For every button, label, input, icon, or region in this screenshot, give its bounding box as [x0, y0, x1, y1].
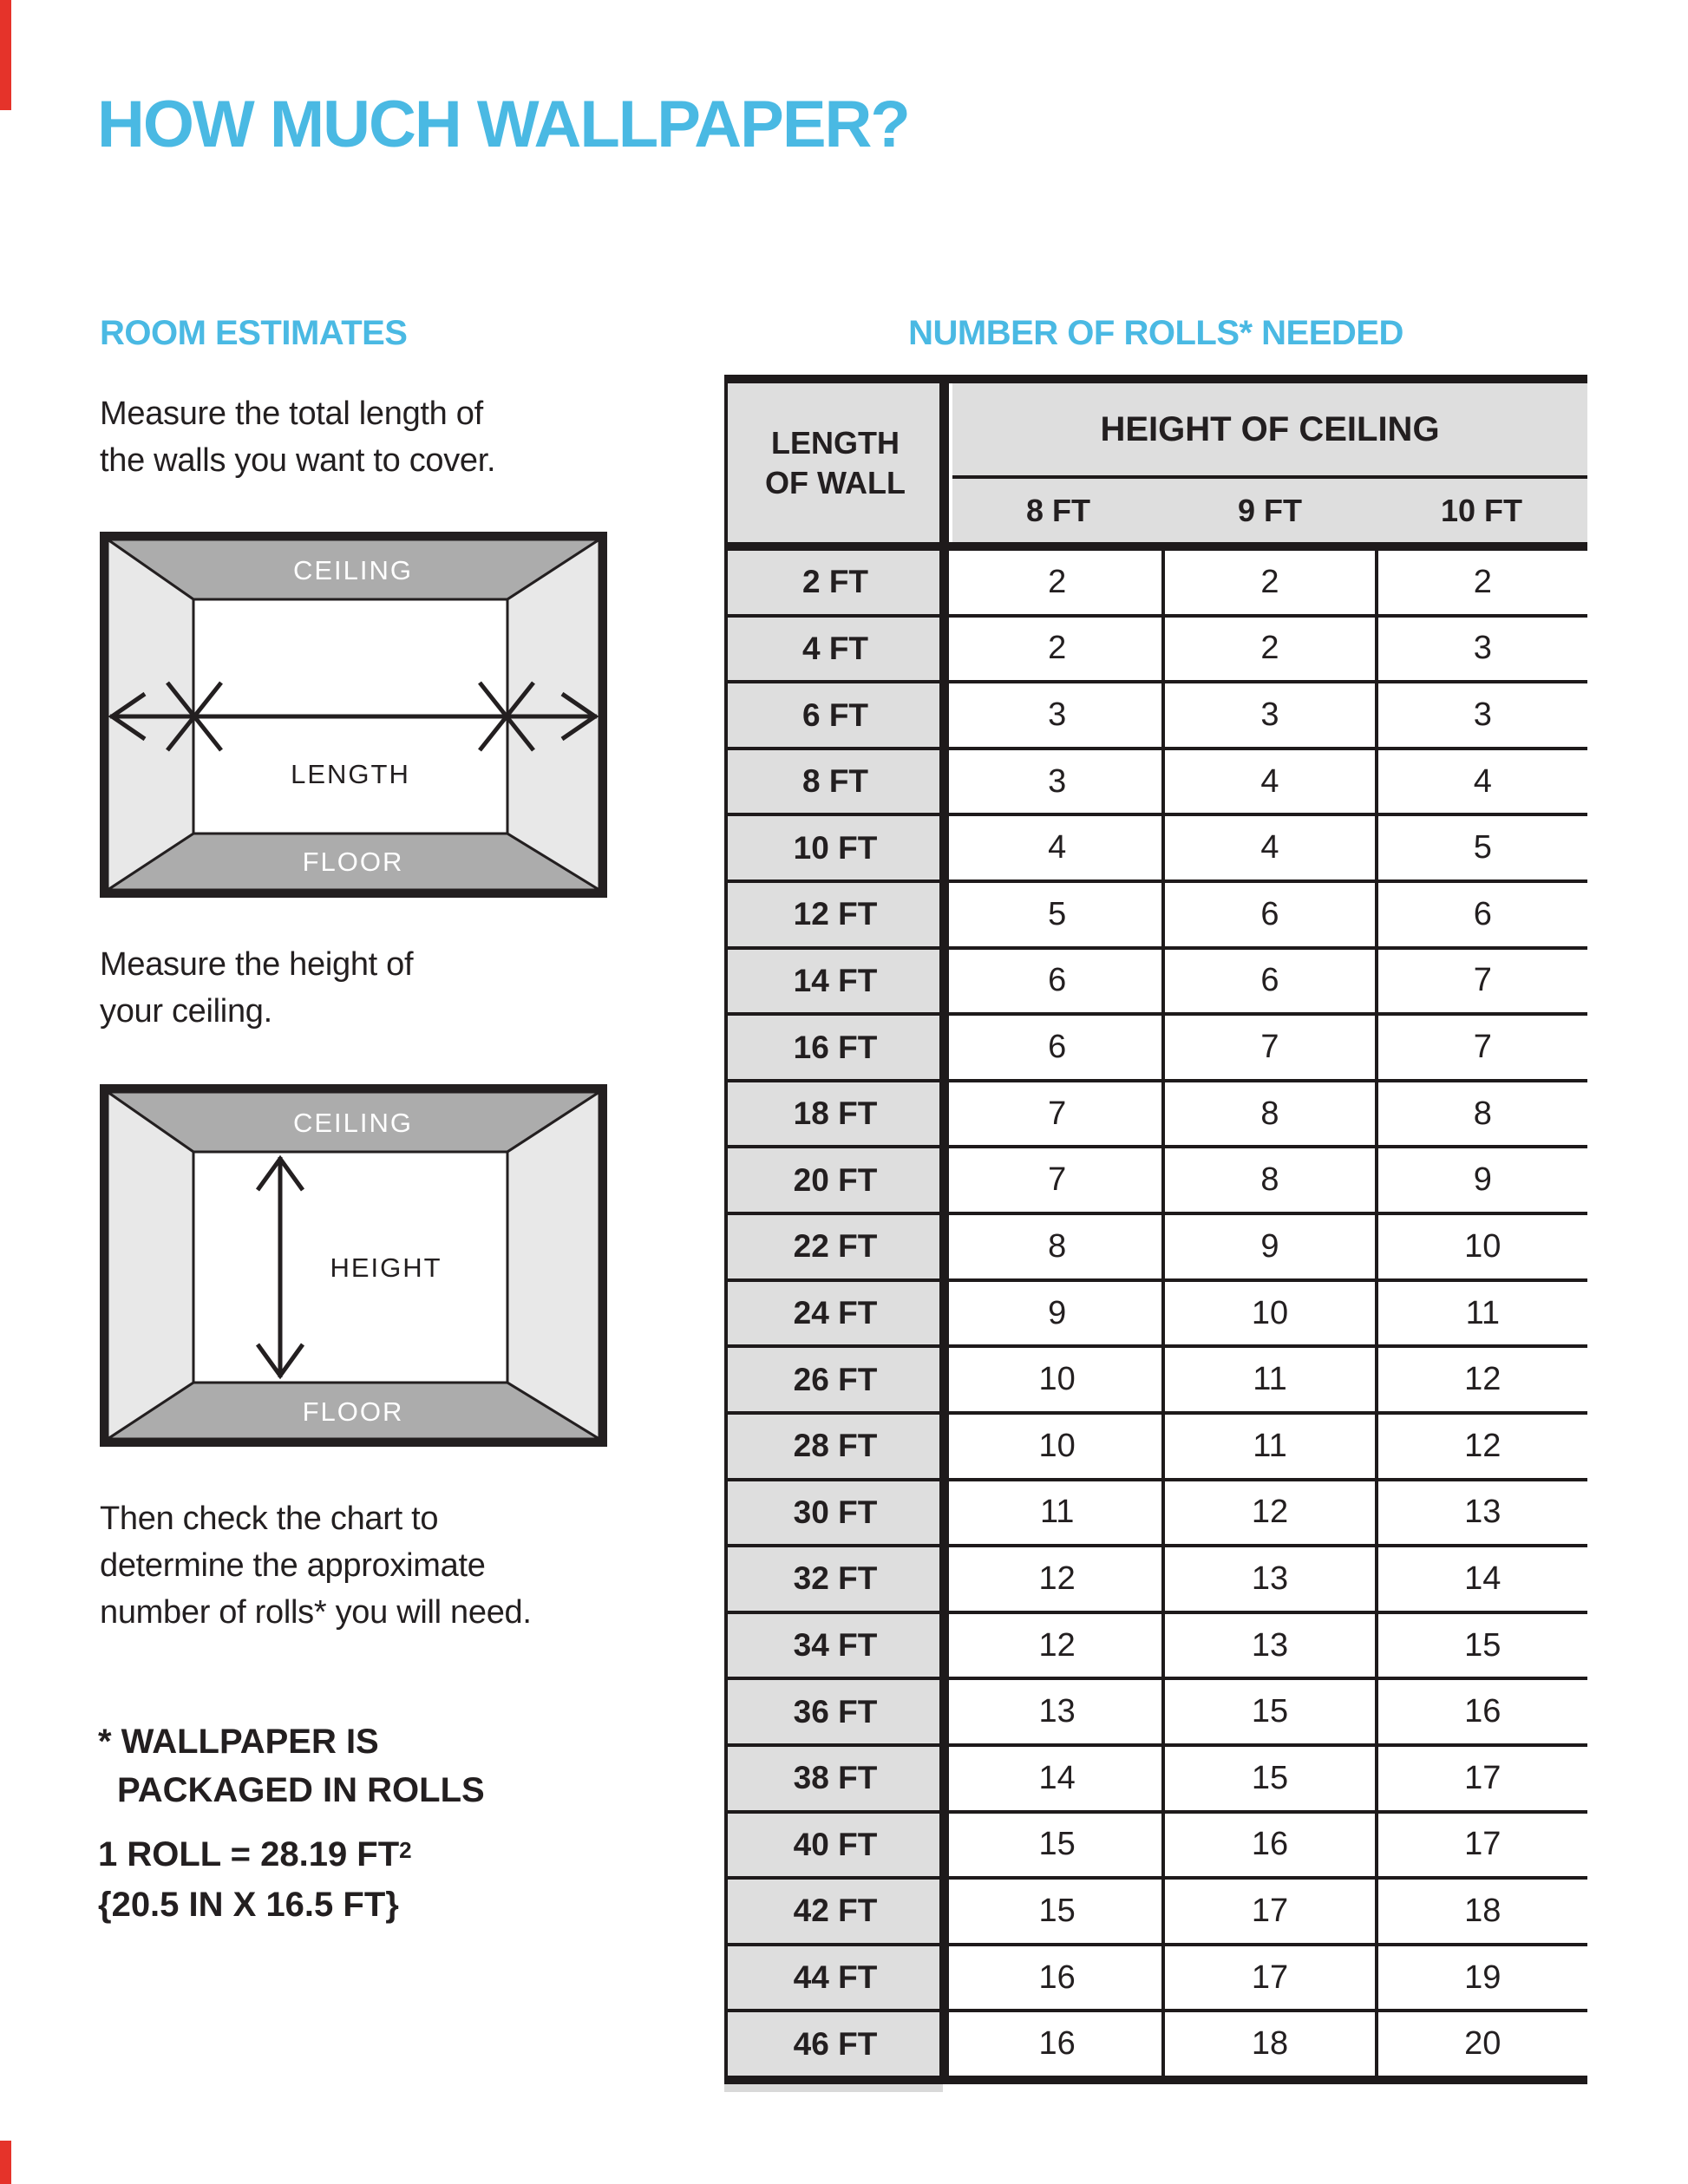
- wall-length-label: 34 FT: [728, 1614, 943, 1677]
- roll-count-cell: 3: [952, 683, 1161, 747]
- table-row: [728, 1148, 1587, 1215]
- wall-length-label: 8 FT: [728, 750, 943, 814]
- roll-count-cell: 9: [952, 1282, 1161, 1345]
- table-row: [728, 2012, 1587, 2076]
- roll-count-cell: 16: [1161, 1814, 1374, 1877]
- roll-count-cell: 7: [952, 1148, 1161, 1212]
- wall-length-label: 28 FT: [728, 1415, 943, 1478]
- roll-count-cell: 13: [1375, 1481, 1587, 1545]
- roll-count-cell: 9: [1161, 1215, 1374, 1278]
- roll-count-cell: 10: [1161, 1282, 1374, 1345]
- table-bottom-border: [728, 2076, 1587, 2084]
- wall-length-label: 26 FT: [728, 1348, 943, 1411]
- roll-dimensions: {20.5 IN X 16.5 FT}: [98, 1886, 399, 1924]
- roll-count-cell: 4: [1161, 816, 1374, 879]
- paragraph-line: your ceiling.: [100, 993, 272, 1030]
- wall-length-label: 18 FT: [728, 1082, 943, 1146]
- roll-count-cell: 10: [1375, 1215, 1587, 1278]
- wall-length-label: 38 FT: [728, 1747, 943, 1810]
- roll-count-cell: 17: [1375, 1814, 1587, 1877]
- roll-count-cell: 12: [952, 1547, 1161, 1611]
- roll-count-cell: 15: [1161, 1747, 1374, 1810]
- paragraph-line: Measure the total length of: [100, 396, 483, 432]
- wall-length-label: 46 FT: [728, 2012, 943, 2076]
- check-chart-paragraph: [100, 1495, 532, 1636]
- roll-count-cell: 7: [952, 1082, 1161, 1146]
- roll-count-cell: 20: [1375, 2012, 1587, 2076]
- paragraph-line: Measure the height of: [100, 946, 414, 983]
- roll-count-cell: 16: [952, 1946, 1161, 2010]
- roll-count-cell: 18: [1375, 1880, 1587, 1943]
- roll-count-cell: 2: [952, 551, 1161, 614]
- table-row: [728, 551, 1587, 618]
- wall-length-label: 4 FT: [728, 618, 943, 681]
- length-label: LENGTH: [291, 759, 410, 789]
- table-row: [728, 950, 1587, 1017]
- roll-count-cell: 2: [1161, 618, 1374, 681]
- roll-count-cell: 2: [952, 618, 1161, 681]
- column-header-8ft: 8 FT: [1025, 492, 1090, 528]
- roll-count-cell: 7: [1161, 1016, 1374, 1079]
- floor-label: FLOOR: [302, 1396, 404, 1427]
- roll-count-cell: 6: [1375, 883, 1587, 946]
- roll-count-cell: 12: [1375, 1348, 1587, 1411]
- wall-length-label: 24 FT: [728, 1282, 943, 1345]
- table-row: [728, 750, 1587, 817]
- roll-count-cell: 11: [952, 1481, 1161, 1545]
- roll-count-cell: 15: [1375, 1614, 1587, 1677]
- roll-equation: 1 ROLL = 28.19 $FT^2$: [98, 1835, 412, 1873]
- roll-count-cell: 10: [952, 1415, 1161, 1478]
- table-body: [728, 551, 1587, 2076]
- roll-count-cell: 14: [1375, 1547, 1587, 1611]
- ceiling-header-group: [952, 383, 1587, 542]
- table-row: [728, 1348, 1587, 1415]
- roll-count-cell: 19: [1375, 1946, 1587, 2010]
- header-line: LENGTH: [771, 424, 900, 461]
- roll-count-cell: 12: [1161, 1481, 1374, 1545]
- ceiling-height-columns: [952, 479, 1587, 542]
- table-row: [728, 618, 1587, 684]
- roll-count-cell: 7: [1375, 1016, 1587, 1079]
- header-separator-border: [728, 542, 1587, 551]
- table-row: [728, 1016, 1587, 1082]
- roll-count-cell: 16: [952, 2012, 1161, 2076]
- roll-count-cell: 17: [1161, 1946, 1374, 2010]
- red-bleed-mark-top: [0, 0, 11, 110]
- table-top-border: [728, 375, 1587, 383]
- paragraph-line: Then check the chart to: [100, 1501, 439, 1537]
- wall-length-label: 10 FT: [728, 816, 943, 879]
- roll-count-cell: 13: [952, 1680, 1161, 1743]
- paragraph-line: determine the approximate: [100, 1547, 486, 1584]
- label-column-divider: [939, 383, 949, 2076]
- label-column-shadow: [724, 2084, 943, 2092]
- length-of-wall-header: [728, 383, 943, 542]
- room-estimates-heading: ROOM ESTIMATES: [100, 314, 408, 352]
- roll-count-cell: 13: [1161, 1614, 1374, 1677]
- table-row: [728, 1747, 1587, 1814]
- wall-length-label: 42 FT: [728, 1880, 943, 1943]
- roll-count-cell: 11: [1161, 1415, 1374, 1478]
- wall-length-label: 12 FT: [728, 883, 943, 946]
- column-header-10ft: 10 FT: [1440, 492, 1523, 528]
- roll-count-cell: 17: [1161, 1880, 1374, 1943]
- roll-count-cell: 6: [1161, 883, 1374, 946]
- roll-count-cell: 15: [952, 1814, 1161, 1877]
- table-row: [728, 1614, 1587, 1681]
- room-length-diagram: [100, 532, 607, 898]
- roll-count-cell: 3: [1375, 618, 1587, 681]
- paragraph-line: the walls you want to cover.: [100, 442, 496, 479]
- wall-length-label: 32 FT: [728, 1547, 943, 1611]
- wallpaper-rolls-note: [98, 1717, 485, 1815]
- table-row: [728, 1082, 1587, 1149]
- floor-label: FLOOR: [302, 847, 404, 877]
- table-row: [728, 1215, 1587, 1282]
- measure-length-paragraph: [100, 390, 495, 484]
- roll-count-cell: 3: [1375, 683, 1587, 747]
- roll-count-cell: 8: [1375, 1082, 1587, 1146]
- wall-length-label: 14 FT: [728, 950, 943, 1013]
- table-row: [728, 1680, 1587, 1747]
- roll-count-cell: 8: [1161, 1148, 1374, 1212]
- roll-count-cell: 13: [1161, 1547, 1374, 1611]
- roll-count-cell: 2: [1161, 551, 1374, 614]
- roll-count-cell: 17: [1375, 1747, 1587, 1810]
- roll-count-cell: 6: [952, 950, 1161, 1013]
- superscript-two: 2: [399, 1837, 412, 1863]
- roll-count-cell: 3: [952, 750, 1161, 814]
- measure-height-paragraph: [100, 941, 413, 1035]
- roll-count-cell: 4: [1375, 750, 1587, 814]
- table-row: [728, 1547, 1587, 1614]
- table-header: [728, 383, 1587, 542]
- roll-count-cell: 6: [1161, 950, 1374, 1013]
- wall-length-label: 44 FT: [728, 1946, 943, 2010]
- roll-count-cell: 12: [952, 1614, 1161, 1677]
- red-bleed-mark-bottom: [0, 2141, 11, 2184]
- note-line: PACKAGED IN ROLLS: [117, 1771, 485, 1809]
- roll-count-cell: 7: [1375, 950, 1587, 1013]
- ceiling-label: CEILING: [292, 555, 414, 585]
- right-wall-panel: [507, 1092, 599, 1439]
- roll-count-cell: 15: [952, 1880, 1161, 1943]
- table-row: [728, 1946, 1587, 2013]
- table-row: [728, 1282, 1587, 1349]
- table-row: [728, 1880, 1587, 1946]
- rolls-table: [724, 375, 1587, 2084]
- roll-count-cell: 11: [1375, 1282, 1587, 1345]
- wall-length-label: 16 FT: [728, 1016, 943, 1079]
- left-wall-panel: [108, 1092, 193, 1439]
- paragraph-line: number of rolls* you will need.: [100, 1594, 532, 1631]
- header-line: OF WALL: [765, 464, 906, 500]
- page-title: HOW MUCH WALLPAPER?: [97, 88, 909, 161]
- roll-size-note: [98, 1825, 412, 1930]
- roll-count-cell: 4: [952, 816, 1161, 879]
- wall-length-label: 6 FT: [728, 683, 943, 747]
- roll-count-cell: 10: [952, 1348, 1161, 1411]
- roll-count-cell: 16: [1375, 1680, 1587, 1743]
- table-row: [728, 883, 1587, 950]
- wall-length-label: 30 FT: [728, 1481, 943, 1545]
- wall-length-label: 22 FT: [728, 1215, 943, 1278]
- wall-length-label: 20 FT: [728, 1148, 943, 1212]
- height-label: HEIGHT: [330, 1252, 442, 1283]
- roll-count-cell: 9: [1375, 1148, 1587, 1212]
- wall-length-label: 40 FT: [728, 1814, 943, 1877]
- roll-count-cell: 11: [1161, 1348, 1374, 1411]
- table-row: [728, 1415, 1587, 1481]
- roll-count-cell: 18: [1161, 2012, 1374, 2076]
- roll-count-cell: 2: [1375, 551, 1587, 614]
- room-height-diagram: [100, 1084, 607, 1447]
- roll-count-cell: 8: [952, 1215, 1161, 1278]
- roll-count-cell: 3: [1161, 683, 1374, 747]
- table-row: [728, 1481, 1587, 1548]
- table-row: [728, 816, 1587, 883]
- rolls-needed-heading: NUMBER OF ROLLS* NEEDED: [908, 314, 1403, 352]
- roll-count-cell: 14: [952, 1747, 1161, 1810]
- roll-count-cell: 4: [1161, 750, 1374, 814]
- table-row: [728, 683, 1587, 750]
- wall-length-label: 2 FT: [728, 551, 943, 614]
- roll-count-cell: 5: [1375, 816, 1587, 879]
- table-row: [728, 1814, 1587, 1880]
- roll-count-cell: 5: [952, 883, 1161, 946]
- roll-count-cell: 15: [1161, 1680, 1374, 1743]
- wall-length-label: 36 FT: [728, 1680, 943, 1743]
- column-header-9ft: 9 FT: [1237, 492, 1302, 528]
- roll-count-cell: 12: [1375, 1415, 1587, 1478]
- roll-count-cell: 6: [952, 1016, 1161, 1079]
- ceiling-label: CEILING: [292, 1108, 414, 1138]
- note-line: * WALLPAPER IS: [98, 1723, 379, 1761]
- height-of-ceiling-header: HEIGHT OF CEILING: [1100, 409, 1440, 448]
- roll-count-cell: 8: [1161, 1082, 1374, 1146]
